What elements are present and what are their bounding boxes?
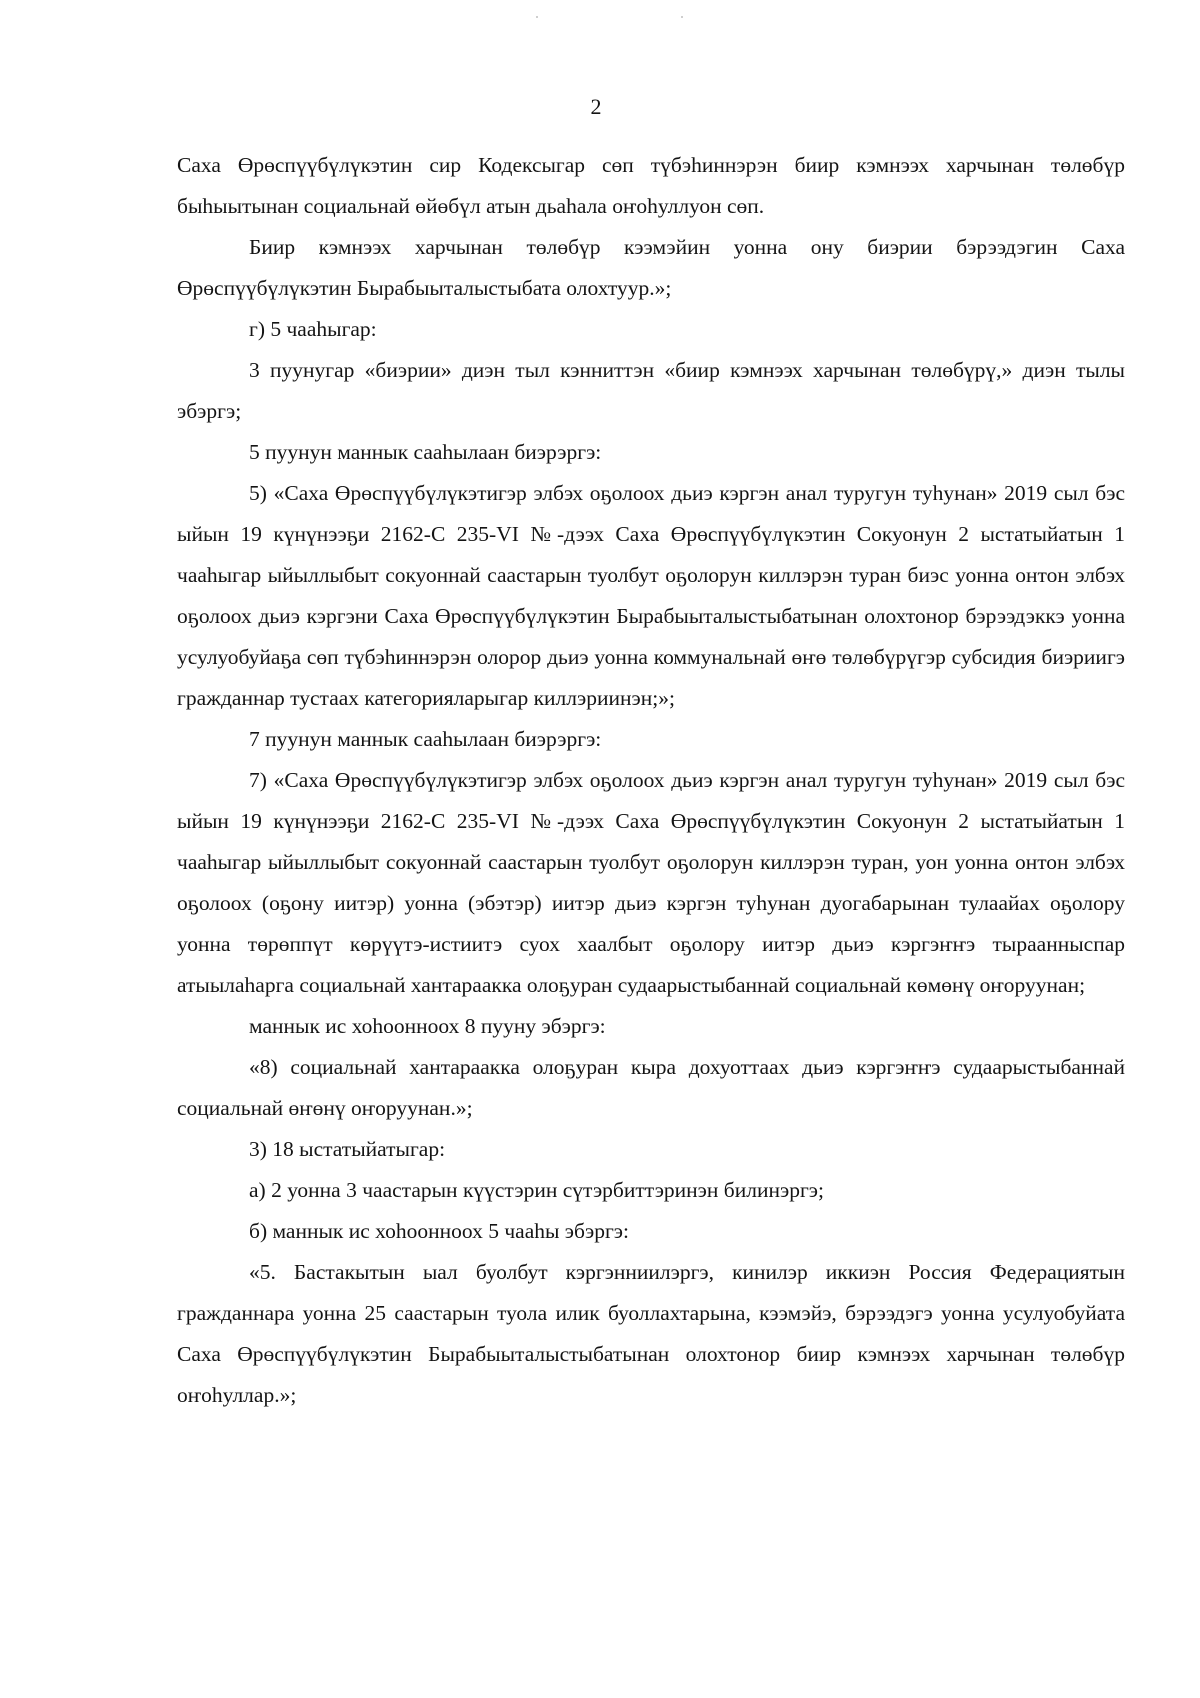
paragraph: г) 5 чааһыгар: (249, 317, 377, 341)
paragraph: 7) «Саха Өрөспүүбүлүкэтигэр элбэх оҕолоох дьиэ кэргэн анал туругун туһунан» 2019 сыл бэс ыйын 19 күнүнээҕи 2162-С 235-VI №-дээх Саха Өрөспүүбүлүкэтин Сокуонун 2 ыстатыйатын 1 чааһыгар ыйыллыбыт сокуоннай саастарын туолбут оҕолорун киллэрэн туран, уон уонна онтон элбэх оҕолоох (оҕону иитэр) уонна (эбэтэр) иитэр дьиэ кэргэн туһунан дуогабарынан тулаайах оҕолору уонна төрөппүт көрүүтэ-истиитэ суох хаалбыт оҕолору иитэр дьиэ кэргэҥҥэ тыраанныспар атыылаһарга социальнай хантараакка олоҕуран судаарыстыбаннай социальнай көмөнү оҥоруунан; (177, 768, 1125, 997)
paragraph: 3) 18 ыстатыйатыгар: (249, 1137, 446, 1161)
paragraph: 5) «Саха Өрөспүүбүлүкэтигэр элбэх оҕолоох дьиэ кэргэн анал туругун туһунан» 2019 сыл бэс ыйын 19 күнүнээҕи 2162-С 235-VI №-дээх Саха Өрөспүүбүлүкэтин Сокуонун 2 ыстатыйатын 1 чааһыгар ыйыллыбыт сокуоннай саастарын туолбут оҕолорун киллэрэн туран биэс уонна онтон элбэх оҕолоох дьиэ кэргэни Саха Өрөспүүбүлүкэтин Бырабыыталыстыбатынан олохтонор бэрээдэккэ уонна усулуобуйаҕа сөп түбэһиннэрэн олорор дьиэ уонна коммунальнай өҥө төлөбүрүгэр субсидия биэриигэ гражданнар тустаах категорияларыгар киллэриинэн;»; (177, 481, 1125, 710)
paragraph: а) 2 уонна 3 чаастарын күүстэрин сүтэрбиттэринэн билинэргэ; (249, 1178, 824, 1202)
paragraph: б) маннык ис хоһоонноох 5 чааһы эбэргэ: (249, 1219, 629, 1243)
paragraph: 3 пуунугар «биэрии» диэн тыл кэнниттэн «биир кэмнээх харчынан төлөбүрү,» диэн тылы эбэргэ; (177, 358, 1125, 423)
scan-dot (681, 16, 683, 18)
paragraph: Биир кэмнээх харчынан төлөбүр кээмэйин уонна ону биэрии бэрээдэгин Саха Өрөспүүбүлүкэтин Бырабыыталыстыбата олохтуур.»; (177, 235, 1125, 300)
paragraph: «8) социальнай хантараакка олоҕуран кыра дохуоттаах дьиэ кэргэҥҥэ судаарыстыбаннай социальнай өҥөнү оҥоруунан.»; (177, 1055, 1125, 1120)
paragraph: «5. Бастакытын ыал буолбут кэргэнниилэргэ, кинилэр иккиэн Россия Федерациятын гражданнара уонна 25 саастарын туола илик буоллахтарына, кээмэйэ, бэрээдэгэ уонна усулуобуйата Саха Өрөспүүбүлүкэтин Бырабыыталыстыбатынан олохтонор биир кэмнээх харчынан төлөбүр оҥоһуллар.»; (177, 1260, 1125, 1407)
paragraph: маннык ис хоһоонноох 8 пууну эбэргэ: (249, 1014, 606, 1038)
paragraph: 5 пуунун маннык сааһылаан биэрэргэ: (249, 440, 602, 464)
scan-dot (536, 16, 538, 18)
paragraph: 7 пуунун маннык сааһылаан биэрэргэ: (249, 727, 602, 751)
document-body (177, 145, 1125, 1416)
page-number: 2 (590, 94, 602, 119)
paragraph-continuation: Саха Өрөспүүбүлүкэтин сир Кодексыгар сөп түбэһиннэрэн биир кэмнээх харчынан төлөбүр быһыытынан социальнай өйөбүл атын дьаһала оҥоһуллуон сөп. (177, 153, 1125, 218)
